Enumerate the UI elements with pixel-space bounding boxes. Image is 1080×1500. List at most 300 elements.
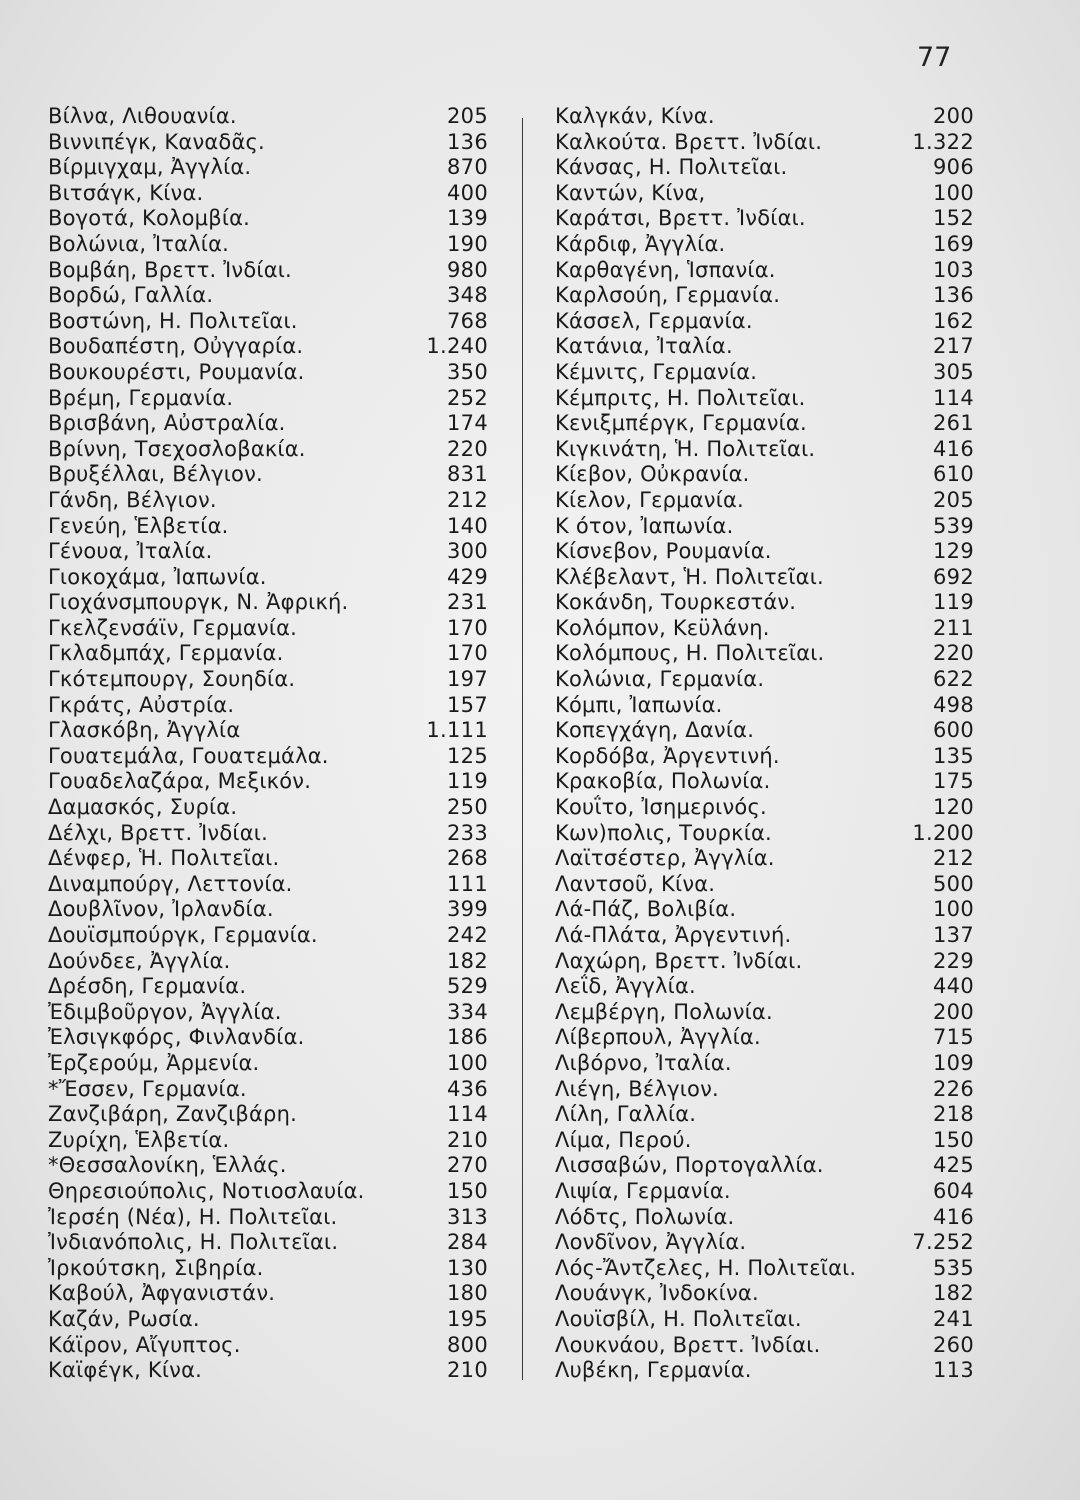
place-name: Κάνσας, Η. Πολιτεῖαι. [555,155,788,180]
place-name: Γλασκόβη, Ἀγγλία [48,718,241,743]
place-name: Ἰερσέη (Νέα), Η. Πολιτεῖαι. [48,1204,338,1229]
page-reference-number: 260 [933,1332,974,1357]
place-name: Ζυρίχη, Ἑλβετία. [48,1127,230,1152]
list-item [48,590,488,616]
place-name: *Ἔσσεν, Γερμανία. [48,1076,247,1101]
page-reference-number: 498 [933,692,974,717]
place-name: Λεμβέργη, Πολωνία. [555,999,773,1024]
page-reference-number: 600 [933,718,974,743]
page-reference-number: 211 [933,615,974,640]
list-item [48,795,488,821]
list-item [48,437,488,463]
page-reference-number: 313 [447,1204,488,1229]
list-item [48,130,488,156]
list-item [48,155,488,181]
list-item [555,616,974,642]
list-item [555,693,974,719]
place-name: Γκελζενσάϊν, Γερμανία. [48,615,298,640]
page-reference-number: 425 [933,1153,974,1178]
list-item [555,437,974,463]
page-reference-number: 212 [447,487,488,512]
list-item [555,590,974,616]
page-reference-number: 186 [447,1025,488,1050]
page-reference-number: 136 [447,129,488,154]
place-name: *Θεσσαλονίκη, Ἑλλάς. [48,1153,287,1178]
place-name: Κουΐτο, Ἰσημερινός. [555,795,767,820]
page-reference-number: 119 [447,769,488,794]
list-item [555,795,974,821]
place-name: Ἰρκούτσκη, Σιβηρία. [48,1255,264,1280]
list-item [48,309,488,335]
place-name: Ἰνδιανόπολις, Η. Πολιτεῖαι. [48,1230,339,1255]
page-reference-number: 109 [933,1050,974,1075]
list-item [48,974,488,1000]
place-name: Λίμα, Περού. [555,1127,692,1152]
page-reference-number: 300 [447,539,488,564]
list-item [555,1051,974,1077]
list-item [48,1051,488,1077]
place-name: Λά-Πάζ, Βολιβία. [555,897,737,922]
list-item [555,1205,974,1231]
place-name: Λός-Ἄντζελες, Η. Πολιτεῖαι. [555,1255,857,1280]
page-reference-number: 535 [933,1255,974,1280]
page-reference-number: 226 [933,1076,974,1101]
place-name: Καζάν, Ρωσία. [48,1306,200,1331]
place-name: Βίλνα, Λιθουανία. [48,104,237,128]
page-reference-number: 139 [447,206,488,231]
list-item [555,744,974,770]
list-item [48,667,488,693]
page-reference-number: 125 [447,743,488,768]
list-item [48,1230,488,1256]
list-item [555,1025,974,1051]
list-item [555,1307,974,1333]
place-name: Κίελον, Γερμανία. [555,487,744,512]
list-item [48,1128,488,1154]
list-item [48,1179,488,1205]
page-reference-number: 205 [933,487,974,512]
place-name: Βορδώ, Γαλλία. [48,283,214,308]
place-name: Βρισβάνη, Αὐστραλία. [48,411,286,436]
place-name: Λά-Πλάτα, Ἀργεντινή. [555,923,792,947]
list-item [48,334,488,360]
page-reference-number: 120 [933,795,974,820]
list-item [555,1102,974,1128]
list-item [555,1128,974,1154]
list-item [48,1102,488,1128]
page-reference-number: 100 [933,897,974,922]
page-reference-number: 231 [447,590,488,615]
page-reference-number: 114 [933,385,974,410]
list-item [48,897,488,923]
list-item [555,104,974,130]
page-reference-number: 241 [933,1306,974,1331]
place-name: Κενιξμπέργκ, Γερμανία. [555,411,807,436]
page-reference-number: 268 [447,846,488,871]
place-name: Λιέγη, Βέλγιον. [555,1076,719,1101]
place-name: Καρθαγένη, Ἱσπανία. [555,257,776,282]
list-item [555,411,974,437]
list-item [555,923,974,949]
page-reference-number: 429 [447,564,488,589]
page-reference-number: 284 [447,1230,488,1255]
page-reference-number: 436 [447,1076,488,1101]
list-item [48,923,488,949]
place-name: Κορδόβα, Ἀργεντινή. [555,743,780,768]
list-item [48,846,488,872]
place-name: Γιοκοχάμα, Ἰαπωνία. [48,564,267,589]
list-item [555,1153,974,1179]
page-number: 77 [917,42,952,73]
place-name: Βιννιπέγκ, Καναδᾶς. [48,129,265,154]
page-reference-number: 135 [933,743,974,768]
page-reference-number: 440 [933,974,974,999]
list-item [48,1025,488,1051]
place-name: Βοστώνη, Η. Πολιτεῖαι. [48,308,298,333]
place-name: Γένουα, Ἰταλία. [48,539,213,564]
page-reference-number: 182 [933,1281,974,1306]
list-item [48,462,488,488]
page-reference-number: 140 [447,513,488,538]
place-name: Κλέβελαντ, Ἡ. Πολιτεῖαι. [555,564,824,589]
list-item [48,181,488,207]
list-item [48,1077,488,1103]
list-item [48,411,488,437]
list-item [555,181,974,207]
page-reference-number: 831 [447,462,488,487]
page-reference-number: 252 [447,385,488,410]
place-name: Λόδτς, Πολωνία. [555,1204,735,1229]
place-name: Βολώνια, Ἰταλία. [48,231,230,256]
place-name: Βουδαπέστη, Οὐγγαρία. [48,334,304,359]
list-item [555,206,974,232]
page-reference-number: 906 [933,155,974,180]
place-name: Γουαδελαζάρα, Μεξικόν. [48,769,312,794]
list-item [48,1205,488,1231]
list-item [555,1281,974,1307]
list-item [555,155,974,181]
place-name: Γάνδη, Βέλγιον. [48,487,217,512]
place-name: Γκράτς, Αὐστρία. [48,692,235,717]
page-reference-number: 250 [447,795,488,820]
page-reference-number: 180 [447,1281,488,1306]
place-name: Λισσαβών, Πορτογαλλία. [555,1153,824,1178]
place-name: Λυβέκη, Γερμανία. [555,1358,752,1383]
page-reference-number: 7.252 [912,1230,974,1255]
list-item [48,1307,488,1333]
page-reference-number: 1.111 [426,718,488,743]
place-name: Λιψία, Γερμανία. [555,1178,731,1203]
list-item [555,846,974,872]
page-reference-number: 270 [447,1153,488,1178]
list-item [48,744,488,770]
page-reference-number: 205 [447,104,488,128]
page-reference-number: 150 [447,1178,488,1203]
place-name: Κοπεγχάγη, Δανία. [555,718,755,743]
place-name: Κόμπι, Ἰαπωνία. [555,692,723,717]
list-item [555,769,974,795]
page-reference-number: 170 [447,615,488,640]
place-name: Κοκάνδη, Τουρκεστάν. [555,590,797,615]
list-item [48,616,488,642]
page-reference-number: 157 [447,692,488,717]
list-item [555,514,974,540]
page-reference-number: 220 [933,641,974,666]
place-name: Λίβερπουλ, Ἀγγλία. [555,1025,761,1050]
place-name: Βρίννη, Τσεχοσλοβακία. [48,436,306,461]
list-item [555,1256,974,1282]
page-reference-number: 1.240 [426,334,488,359]
place-name: Βιτσάγκ, Κίνα. [48,180,204,205]
list-item [555,232,974,258]
list-item [555,1077,974,1103]
page-reference-number: 114 [447,1102,488,1127]
page-reference-number: 529 [447,974,488,999]
place-name: Γιοχάνσμπουργκ, Ν. Ἀφρική. [48,590,349,615]
place-name: Κάϊρον, Αἴγυπτος. [48,1332,241,1357]
place-name: Ἐρζερούμ, Ἀρμενία. [48,1050,260,1075]
place-name: Λαχώρη, Βρεττ. Ἰνδίαι. [555,948,803,973]
page-reference-number: 400 [447,180,488,205]
list-item [555,974,974,1000]
list-item [48,1281,488,1307]
list-item [555,897,974,923]
list-item [48,949,488,975]
place-name: Κάρδιφ, Ἀγγλία. [555,231,726,256]
place-name: Κέμπριτς, Η. Πολιτεῖαι. [555,385,806,410]
place-name: Θηρεσιούπολις, Νοτιοσλαυία. [48,1178,365,1203]
place-name: Καϊφέγκ, Κίνα. [48,1358,203,1383]
page-reference-number: 210 [447,1127,488,1152]
page-reference-number: 870 [447,155,488,180]
place-name: Βογοτά, Κολομβία. [48,206,251,231]
place-name: Δούνδεε, Ἀγγλία. [48,948,231,973]
list-item [555,1358,974,1384]
place-name: Διναμπούργ, Λεττονία. [48,871,293,896]
list-item [555,949,974,975]
list-item [48,104,488,130]
place-name: Λονδῖνον, Ἀγγλία. [555,1230,747,1255]
place-name: Λουκνάου, Βρεττ. Ἰνδίαι. [555,1332,821,1357]
place-name: Λίλη, Γαλλία. [555,1102,697,1127]
place-name: Λουάνγκ, Ἰνδοκίνα. [555,1281,759,1306]
page-reference-number: 1.322 [912,129,974,154]
page-reference-number: 768 [447,308,488,333]
place-name: Κρακοβία, Πολωνία. [555,769,771,794]
list-item [555,1179,974,1205]
place-name: Καβούλ, Ἀφγανιστάν. [48,1281,276,1306]
page-reference-number: 610 [933,462,974,487]
place-name: Ζανζιβάρη, Ζανζιβάρη. [48,1102,297,1127]
place-name: Δουβλῖνον, Ἰρλανδία. [48,897,274,922]
page-reference-number: 539 [933,513,974,538]
place-name: Βρυξέλλαι, Βέλγιον. [48,462,263,487]
list-item [48,872,488,898]
list-item [555,309,974,335]
page-reference-number: 233 [447,820,488,845]
page-reference-number: 119 [933,590,974,615]
list-item [555,667,974,693]
list-item [48,514,488,540]
place-name: Δαμασκός, Συρία. [48,795,238,820]
place-name: Ἐλσιγκφόρς, Φινλανδία. [48,1025,305,1050]
list-item [48,539,488,565]
place-name: Βίρμιγχαμ, Ἀγγλία. [48,155,252,180]
place-name: Λαϊτσέστερ, Ἀγγλία. [555,846,775,871]
page-reference-number: 399 [447,897,488,922]
list-item [555,565,974,591]
list-item [48,718,488,744]
page-reference-number: 137 [933,923,974,947]
list-item [555,386,974,412]
page-reference-number: 174 [447,411,488,436]
list-item [48,565,488,591]
list-item [555,360,974,386]
place-name: Καλκούτα. Βρεττ. Ἰνδίαι. [555,129,823,154]
place-name: Βουκουρέστι, Ρουμανία. [48,359,305,384]
list-item [555,258,974,284]
page-reference-number: 348 [447,283,488,308]
place-name: Γκότεμπουργ, Σουηδία. [48,667,296,692]
page-reference-number: 416 [933,436,974,461]
list-item [555,488,974,514]
list-item [48,386,488,412]
page-reference-number: 182 [447,948,488,973]
place-name: Δρέσδη, Γερμανία. [48,974,247,999]
page-reference-number: 715 [933,1025,974,1050]
page-reference-number: 130 [447,1255,488,1280]
page-reference-number: 100 [933,180,974,205]
page-reference-number: 500 [933,871,974,896]
place-name: Κάσσελ, Γερμανία. [555,308,753,333]
right-column [555,104,974,1384]
page-reference-number: 1.200 [912,820,974,845]
list-item [48,641,488,667]
page-reference-number: 152 [933,206,974,231]
page-reference-number: 218 [933,1102,974,1127]
list-item [48,258,488,284]
place-name: Δένφερ, Ἡ. Πολιτεῖαι. [48,846,280,871]
list-item [48,1000,488,1026]
page-reference-number: 175 [933,769,974,794]
place-name: Κιγκινάτη, Ἡ. Πολιτεῖαι. [555,436,816,461]
page-reference-number: 170 [447,641,488,666]
place-name: Βομβάη, Βρεττ. Ἰνδίαι. [48,257,292,282]
place-name: Λεΐδ, Ἀγγλία. [555,974,696,999]
page-reference-number: 169 [933,231,974,256]
place-name: Γουατεμάλα, Γουατεμάλα. [48,743,329,768]
list-item [48,1358,488,1384]
place-name: Λουϊσβίλ, Η. Πολιτεῖαι. [555,1306,802,1331]
list-item [48,283,488,309]
page-reference-number: 622 [933,667,974,692]
list-item [555,1333,974,1359]
place-name: Κολόμπον, Κεϋλάνη. [555,615,770,640]
place-name: Κέμνιτς, Γερμανία. [555,359,758,384]
list-item [48,821,488,847]
list-item [48,769,488,795]
page-reference-number: 100 [447,1050,488,1075]
place-name: Δέλχι, Βρεττ. Ἰνδίαι. [48,820,268,845]
page-reference-number: 229 [933,948,974,973]
list-item [48,1153,488,1179]
place-name: Λαντσοῦ, Κίνα. [555,871,716,896]
list-item [48,1333,488,1359]
left-column [48,104,488,1384]
page-reference-number: 162 [933,308,974,333]
page-reference-number: 980 [447,257,488,282]
list-item [555,821,974,847]
list-item [555,718,974,744]
list-item [555,334,974,360]
page-reference-number: 111 [447,871,488,896]
list-item [555,283,974,309]
place-name: Γκλαδμπάχ, Γερμανία. [48,641,284,666]
page-reference-number: 261 [933,411,974,436]
list-item [555,1000,974,1026]
list-item [555,641,974,667]
page-reference-number: 800 [447,1332,488,1357]
page-reference-number: 692 [933,564,974,589]
list-item [555,462,974,488]
list-item [48,488,488,514]
place-name: Καντών, Κίνα, [555,180,706,205]
page-reference-number: 416 [933,1204,974,1229]
place-name: Λιβόρνο, Ἰταλία. [555,1050,732,1075]
place-name: Γενεύη, Ἑλβετία. [48,513,229,538]
place-name: Κίεβον, Οὐκρανία. [555,462,750,487]
page-reference-number: 103 [933,257,974,282]
list-item [555,130,974,156]
list-item [555,872,974,898]
page-reference-number: 150 [933,1127,974,1152]
place-name: Καλγκάν, Κίνα. [555,104,715,128]
page-reference-number: 217 [933,334,974,359]
column-divider [522,118,523,1380]
page-reference-number: 350 [447,359,488,384]
list-item [48,206,488,232]
list-item [555,1230,974,1256]
place-name: Κατάνια, Ἰταλία. [555,334,733,359]
page-reference-number: 129 [933,539,974,564]
page-reference-number: 197 [447,667,488,692]
place-name: Καράτσι, Βρεττ. Ἰνδίαι. [555,206,806,231]
place-name: Δουϊσμπούργκ, Γερμανία. [48,923,318,947]
page-reference-number: 220 [447,436,488,461]
place-name: Κων)πολις, Τουρκία. [555,820,772,845]
place-name: Κολόμπους, Η. Πολιτεῖαι. [555,641,825,666]
page-reference-number: 305 [933,359,974,384]
page-reference-number: 136 [933,283,974,308]
page-reference-number: 195 [447,1306,488,1331]
page-reference-number: 210 [447,1358,488,1383]
page-reference-number: 200 [933,999,974,1024]
place-name: Κ ότον, Ἰαπωνία. [555,513,734,538]
page-reference-number: 190 [447,231,488,256]
page-reference-number: 604 [933,1178,974,1203]
page-reference-number: 334 [447,999,488,1024]
place-name: Βρέμη, Γερμανία. [48,385,234,410]
place-name: Καρλσούη, Γερμανία. [555,283,781,308]
page-reference-number: 113 [933,1358,974,1383]
page-reference-number: 212 [933,846,974,871]
page-reference-number: 200 [933,104,974,128]
list-item [48,232,488,258]
list-item [555,539,974,565]
list-item [48,360,488,386]
list-item [48,1256,488,1282]
page-reference-number: 242 [447,923,488,947]
